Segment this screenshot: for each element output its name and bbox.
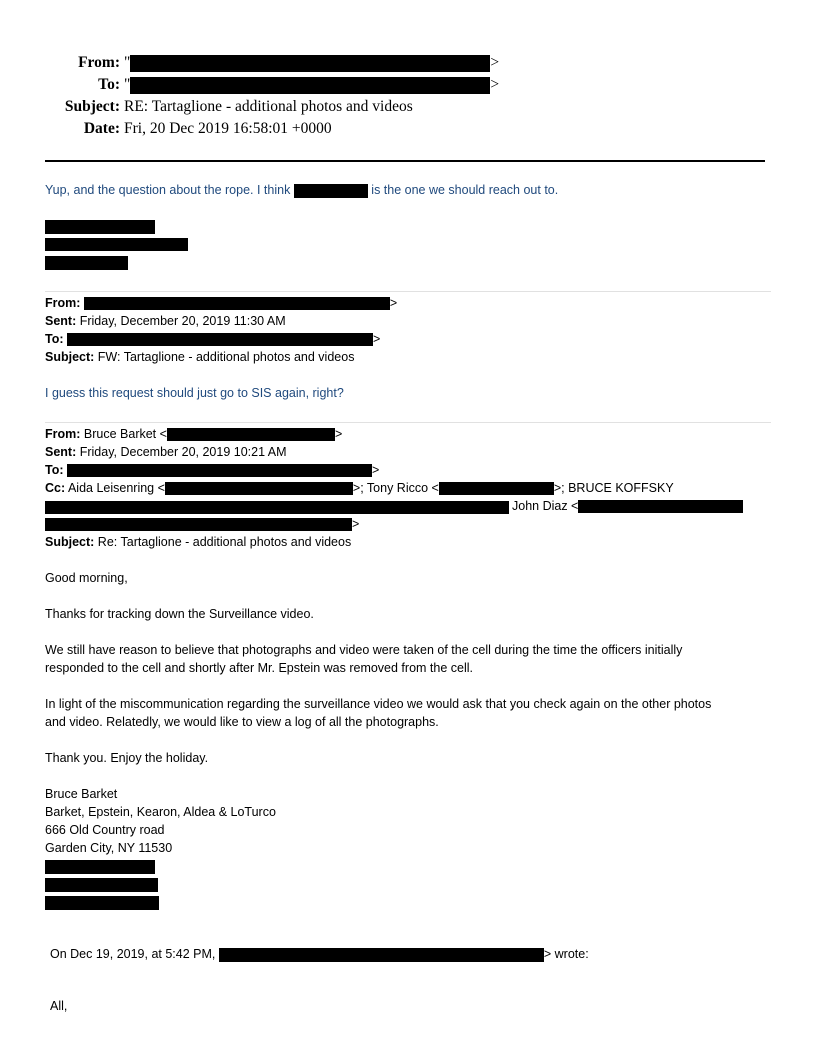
redaction-block: [84, 297, 390, 310]
orig-cc-close: >: [352, 517, 360, 531]
redaction-block: [67, 464, 372, 477]
orig-cc-part3: >; BRUCE KOFFSKY: [553, 481, 674, 495]
quote-intro-before: On Dec 19, 2019, at 5:42 PM,: [50, 947, 216, 961]
redaction-block: [45, 860, 155, 874]
orig-to-label: To:: [45, 463, 64, 477]
orig-subject-row: [45, 535, 351, 550]
orig-paragraph-4: Thank you. Enjoy the holiday.: [45, 751, 209, 765]
orig-cc-row: [45, 481, 674, 496]
header-to-quote: ": [124, 76, 131, 93]
quote-intro-after: > wrote:: [543, 947, 589, 961]
reply-text-after: is the one we should reach out to.: [371, 183, 559, 197]
signature-address-2: Garden City, NY 11530: [45, 841, 173, 855]
orig-paragraph-3-line-2: and video. Relatedly, we would like to view a log of all the photographs.: [45, 715, 439, 729]
fw-body: I guess this request should just go to SIS again, right?: [45, 386, 344, 400]
quote-salutation: All,: [50, 999, 68, 1013]
orig-from-label: From:: [45, 427, 81, 441]
signature-firm: Barket, Epstein, Kearon, Aldea & LoTurco: [45, 805, 276, 819]
fw-from-close: >: [389, 296, 398, 310]
fw-subject-row: [45, 350, 354, 365]
header-from-label: From:: [78, 54, 120, 71]
reply-line: [45, 183, 558, 198]
header-to-label: To:: [98, 76, 120, 93]
header-divider: [45, 160, 765, 162]
orig-cc-john-text: John Diaz <: [512, 499, 579, 513]
section-divider: [45, 422, 771, 423]
header-subject-row: [0, 98, 413, 116]
redaction-block: [578, 500, 743, 513]
header-date-row: [0, 120, 332, 138]
redaction-block: [130, 55, 490, 72]
redaction-block: [130, 77, 490, 94]
signature-name: Bruce Barket: [45, 787, 118, 801]
fw-subject-label: Subject:: [45, 350, 95, 364]
reply-text-before: Yup, and the question about the rope. I think: [45, 183, 291, 197]
redaction-block: [45, 878, 158, 892]
quote-intro: [50, 947, 589, 962]
fw-sent-label: Sent:: [45, 314, 77, 328]
orig-cc-continuation: [45, 517, 359, 532]
orig-cc-part1: Aida Leisenring <: [67, 481, 165, 495]
header-to-row: [0, 76, 499, 94]
redaction-block: [67, 333, 373, 346]
orig-to-row: [45, 463, 379, 478]
fw-to-label: To:: [45, 332, 64, 346]
redaction-block: [45, 220, 155, 234]
orig-cc-part2: >; Tony Ricco <: [352, 481, 439, 495]
redaction-block: [165, 482, 353, 495]
orig-paragraph-3-line-1: In light of the miscommunication regarding the surveillance video we would ask that you check again on the other photos: [45, 697, 712, 711]
fw-to-close: >: [373, 332, 381, 346]
orig-sent-value: Friday, December 20, 2019 10:21 AM: [79, 445, 287, 459]
orig-subject-label: Subject:: [45, 535, 95, 549]
header-subject-label: Subject:: [64, 98, 120, 115]
redaction-block: [439, 482, 554, 495]
redaction-block: [45, 256, 128, 270]
orig-from-close: >: [334, 427, 343, 441]
fw-from-row: [45, 296, 397, 311]
orig-to-close: >: [372, 463, 380, 477]
orig-paragraph-1: Thanks for tracking down the Surveillance video.: [45, 607, 314, 621]
orig-sent-label: Sent:: [45, 445, 77, 459]
orig-sent-row: [45, 445, 287, 460]
header-to-close: >: [490, 76, 500, 93]
redaction-block: [167, 428, 335, 441]
orig-from-value: Bruce Barket <: [83, 427, 167, 441]
header-date-value: Fri, 20 Dec 2019 16:58:01 +0000: [124, 120, 332, 137]
header-from-row: [0, 54, 499, 72]
signature-address-1: 666 Old Country road: [45, 823, 165, 837]
orig-from-row: [45, 427, 342, 442]
fw-sent-row: [45, 314, 286, 329]
fw-from-label: From:: [45, 296, 81, 310]
redaction-block: [219, 948, 544, 962]
orig-subject-value: Re: Tartaglione - additional photos and videos: [97, 535, 352, 549]
redaction-block: [45, 896, 159, 910]
fw-subject-value: FW: Tartaglione - additional photos and videos: [97, 350, 355, 364]
redaction-block: [45, 238, 188, 251]
redaction-block: [45, 501, 509, 514]
header-from-quote: ": [124, 54, 131, 71]
redaction-block: [294, 184, 368, 198]
header-subject-value: RE: Tartaglione - additional photos and videos: [124, 98, 413, 115]
section-divider: [45, 291, 771, 292]
orig-cc-john: [512, 499, 743, 514]
fw-to-row: [45, 332, 380, 347]
orig-greeting: Good morning,: [45, 571, 128, 585]
header-from-close: >: [490, 54, 500, 71]
fw-sent-value: Friday, December 20, 2019 11:30 AM: [79, 314, 286, 328]
redaction-block: [45, 518, 352, 531]
orig-paragraph-2-line-1: We still have reason to believe that photographs and video were taken of the cell during the time the officers initially: [45, 643, 683, 657]
header-date-label: Date:: [83, 120, 120, 137]
orig-paragraph-2-line-2: responded to the cell and shortly after Mr. Epstein was removed from the cell.: [45, 661, 473, 675]
orig-cc-label: Cc:: [45, 481, 66, 495]
